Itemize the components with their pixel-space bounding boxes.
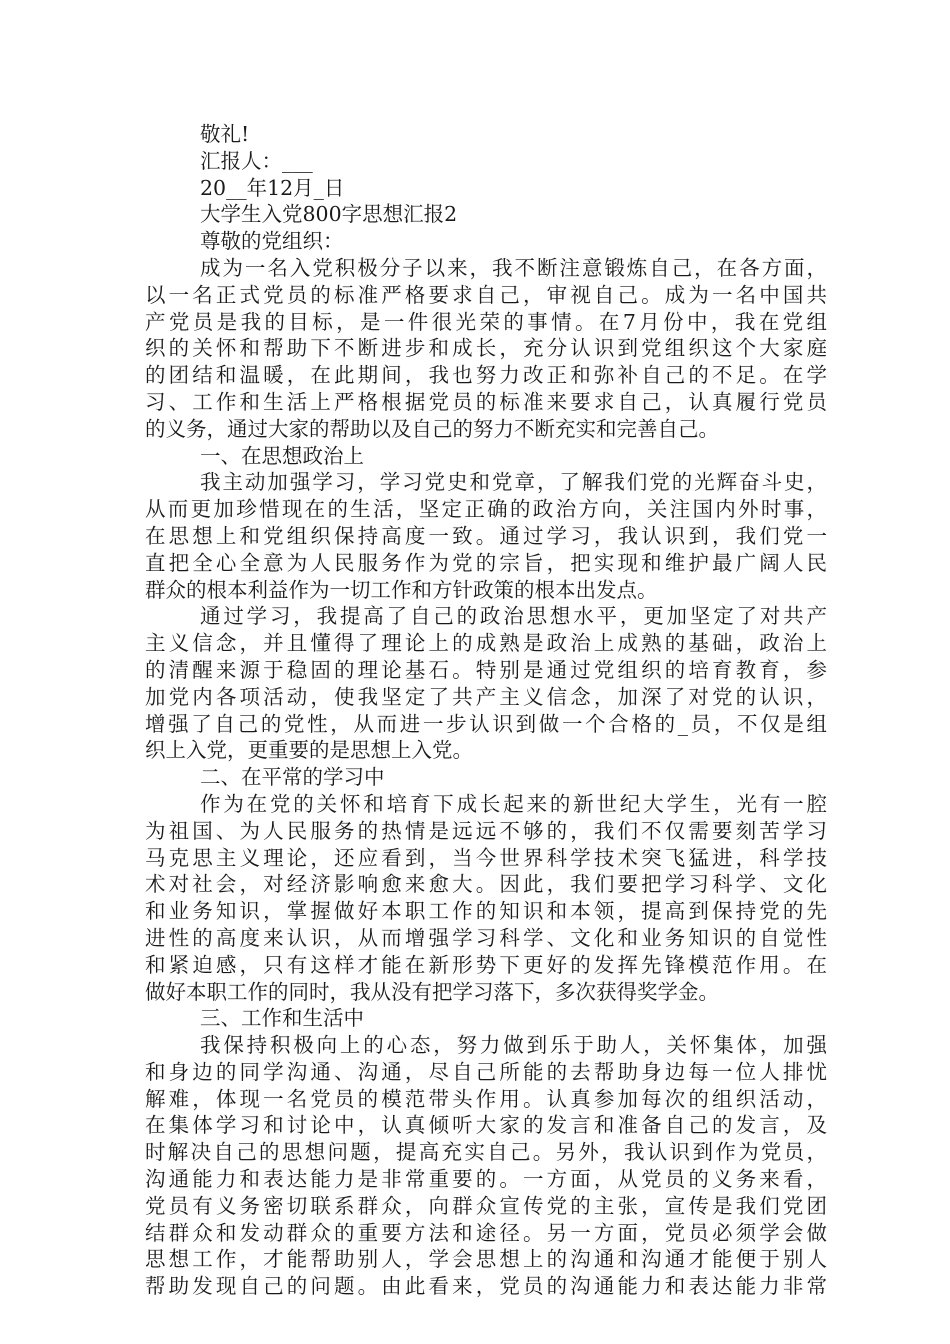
paragraph-line: 帮助发现自己的问题。由此看来，党员的沟通能力和表达能力非常 <box>145 1274 827 1299</box>
report-title: 大学生入党800字思想汇报2 <box>200 202 458 227</box>
paragraph-line: 结群众和发动群众的重要方法和途径。另一方面，党员必须学会做 <box>145 1220 827 1245</box>
section-heading-3: 三、工作和生活中 <box>200 1006 364 1031</box>
paragraph-line: 马克思主义理论，还应看到，当今世界科学技术突飞猛进，科学技 <box>145 845 827 870</box>
paragraph-line: 在集体学习和讨论中，认真倾听大家的发言和准备自己的发言，及 <box>145 1113 827 1138</box>
paragraph-line: 和身边的同学沟通、沟通，尽自己所能的去帮助身边每一位人排忧 <box>145 1059 827 1084</box>
paragraph-line: 习、工作和生活上严格根据党员的标准来要求自己，认真履行党员 <box>145 389 827 414</box>
paragraph-line: 织上入党，更重要的是思想上入党。 <box>145 738 473 763</box>
section-heading-1: 一、在思想政治上 <box>200 443 364 468</box>
paragraph-line: 增强了自己的党性，从而进一步认识到做一个合格的_员，不仅是组 <box>145 711 827 736</box>
paragraph-line: 在思想上和党组织保持高度一致。通过学习，我认识到，我们党一 <box>145 523 827 548</box>
paragraph-line: 织的关怀和帮助下不断进步和成长，充分认识到党组织这个大家庭 <box>145 336 827 361</box>
section-heading-2: 二、在平常的学习中 <box>200 765 385 790</box>
paragraph-line: 群众的根本利益作为一切工作和方针政策的根本出发点。 <box>145 577 658 602</box>
paragraph-line: 成为一名入党积极分子以来，我不断注意锻炼自己，在各方面， <box>200 255 827 280</box>
paragraph-line: 思想工作，才能帮助别人，学会思想上的沟通和沟通才能便于别人 <box>145 1247 827 1272</box>
paragraph-line: 我保持积极向上的心态，努力做到乐于助人，关怀集体，加强 <box>200 1033 827 1058</box>
paragraph-line: 加党内各项活动，使我坚定了共产主义信念，加深了对党的认识， <box>145 684 827 709</box>
paragraph-line: 和业务知识，掌握做好本职工作的知识和本领，提高到保持党的先 <box>145 899 827 924</box>
paragraph-line: 术对社会，对经济影响愈来愈大。因此，我们要把学习科学、文化 <box>145 872 827 897</box>
paragraph-line: 作为在党的关怀和培育下成长起来的新世纪大学生，光有一腔 <box>200 791 827 816</box>
paragraph-line: 沟通能力和表达能力是非常重要的。一方面，从党员的义务来看， <box>145 1167 827 1192</box>
paragraph-line: 和紧迫感，只有这样才能在新形势下更好的发挥先锋模范作用。在 <box>145 952 827 977</box>
paragraph-line: 从而更加珍惜现在的生活，坚定正确的政治方向，关注国内外时事， <box>145 497 827 522</box>
document-body <box>145 121 827 1300</box>
paragraph-line: 做好本职工作的同时，我从没有把学习落下，多次获得奖学金。 <box>145 979 719 1004</box>
paragraph-line: 直把全心全意为人民服务作为党的宗旨，把实现和维护最广阔人民 <box>145 550 827 575</box>
paragraph-line: 我主动加强学习，学习党史和党章，了解我们党的光辉奋斗史， <box>200 470 827 495</box>
paragraph-line: 时解决自己的思想问题，提高充实自己。另外，我认识到作为党员， <box>145 1140 827 1165</box>
paragraph-line: 的清醒来源于稳固的理论基石。特别是通过党组织的培育教育，参 <box>145 657 827 682</box>
greeting: 尊敬的党组织： <box>200 229 344 254</box>
paragraph-line: 主义信念，并且懂得了理论上的成熟是政治上成熟的基础，政治上 <box>145 631 827 656</box>
closing-salutation: 敬礼! <box>200 122 250 146</box>
paragraph-line: 的团结和温暖，在此期间，我也努力改正和弥补自己的不足。在学 <box>145 363 827 388</box>
reporter-line: 汇报人：___ <box>200 148 313 173</box>
paragraph-line: 产党员是我的目标，是一件很光荣的事情。在7月份中，我在党组 <box>145 309 827 334</box>
paragraph-line: 的义务，通过大家的帮助以及自己的努力不断充实和完善自己。 <box>145 416 719 441</box>
paragraph-line: 进性的高度来认识，从而增强学习科学、文化和业务知识的自觉性 <box>145 925 827 950</box>
paragraph-line: 为祖国、为人民服务的热情是远远不够的，我们不仅需要刻苦学习 <box>145 818 827 843</box>
paragraph-line: 党员有义务密切联系群众，向群众宣传党的主张，宣传是我们党团 <box>145 1193 827 1218</box>
paragraph-line: 通过学习，我提高了自己的政治思想水平，更加坚定了对共产 <box>200 604 827 629</box>
paragraph-line: 以一名正式党员的标准严格要求自己，审视自己。成为一名中国共 <box>145 282 827 307</box>
paragraph-line: 解难，体现一名党员的模范带头作用。认真参加每次的组织活动， <box>145 1086 827 1111</box>
date-line: 20__年12月_日 <box>200 175 345 200</box>
